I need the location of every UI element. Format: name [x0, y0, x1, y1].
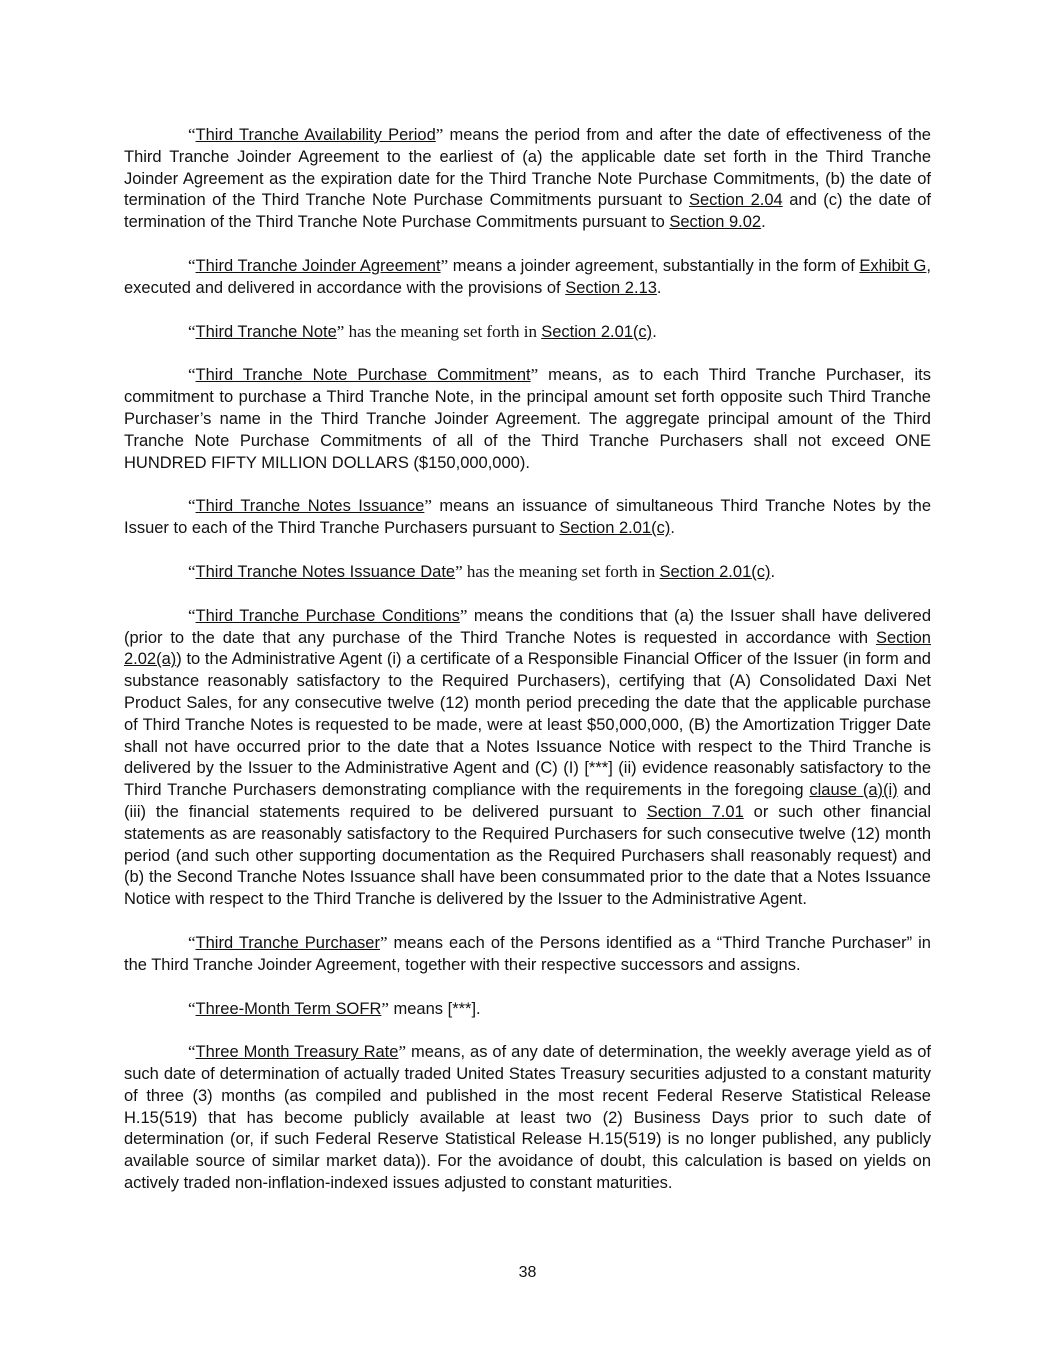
definition-third-tranche-purchaser: “Third Tranche Purchaser” means each of the Persons identified as a “Third Tranche Purchaser” in the Third Tranche Joinder Agreement, together with their respective successors and assigns. [124, 932, 931, 974]
section-reference-link[interactable]: Section 7.01 [646, 802, 744, 821]
definition-third-tranche-purchase-conditions: “Third Tranche Purchase Conditions” means the conditions that (a) the Issuer shall have delivered (prior to the date that any purchase of the Third Tranche Notes is requested in accordance with Section 2.02(a)) to the Administrative Agent (i) a certificate of a Responsible Financial Officer of the Issuer (in form and substance reasonably satisfactory to the Required Purchasers), certifying that (A) Consolidated Daxi Net Product Sales, for any consecutive twelve (12) month period preceding the date that the applicable purchase of Third Tranche Notes is requested to be made, were at least $50,000,000, (B) the Amortization Trigger Date shall not have occurred prior to the date that a Notes Issuance Notice with respect to the Third Tranche is delivered by the Issuer to the Administrative Agent and (C) (I) [***] (ii) evidence reasonably satisfactory to the Third Tranche Purchasers demonstrating compliance with the requirements in the foregoing clause (a)(i) and (iii) the financial statements required to be delivered pursuant to Section 7.01 or such other financial statements as are reasonably satisfactory to the Required Purchasers for such consecutive twelve (12) month period (and such other supporting documentation as the Required Purchasers shall reasonably request) and (b) the Second Tranche Notes Issuance shall have been consummated prior to the date that a Notes Issuance Notice with respect to the Third Tranche is delivered by the Issuer to the Administrative Agent. [124, 605, 931, 909]
defined-term: Third Tranche Availability Period [195, 126, 436, 144]
section-reference-link[interactable]: Section 2.04 [688, 191, 783, 210]
section-reference-link[interactable]: Section 2.01(c) [559, 519, 671, 538]
exhibit-reference-link[interactable]: Exhibit G [859, 256, 927, 275]
definition-third-tranche-availability-period: “Third Tranche Availability Period” means the period from and after the date of effectiveness of the Third Tranche Joinder Agreement to the earliest of (a) the applicable date set forth in the Third Tranche Joinder Agreement as the expiration date for the Third Tranche Note Purchase Commitments, (b) the date of termination of the Third Tranche Note Purchase Commitments pursuant to Section 2.04 and (c) the date of termination of the Third Tranche Note Purchase Commitments pursuant to Section 9.02. [124, 125, 931, 232]
clause-reference-link[interactable]: clause (a)(i) [809, 781, 898, 800]
defined-term: Third Tranche Purchaser [195, 933, 380, 952]
definitions-list [124, 124, 931, 1216]
section-reference-link[interactable]: Section 9.02 [669, 213, 762, 232]
definition-third-tranche-notes-issuance-date: “Third Tranche Notes Issuance Date” has the meaning set forth in Section 2.01(c). [188, 561, 776, 581]
definition-three-month-term-sofr: “Three-Month Term SOFR” means [***]. [188, 998, 481, 1018]
defined-term: Third Tranche Joinder Agreement [195, 256, 441, 275]
defined-term: Third Tranche Purchase Conditions [195, 606, 460, 625]
definition-third-tranche-joinder-agreement: “Third Tranche Joinder Agreement” means a joinder agreement, substantially in the form of Exhibit G, executed and delivered in accordance with the provisions of Section 2.13. [124, 255, 931, 297]
defined-term: Third Tranche Notes Issuance [195, 497, 425, 516]
definition-third-tranche-note: “Third Tranche Note” has the meaning set forth in Section 2.01(c). [188, 321, 657, 341]
page-number: 38 [518, 1264, 537, 1281]
section-reference-link[interactable]: Section 2.13 [565, 278, 657, 297]
defined-term: Third Tranche Note [195, 322, 337, 341]
defined-term: Third Tranche Notes Issuance Date [195, 562, 456, 581]
section-reference-link[interactable]: Section 2.02(a) [124, 628, 931, 669]
defined-term: Three Month Treasury Rate [195, 1043, 399, 1062]
definition-three-month-treasury-rate: “Three Month Treasury Rate” means, as of any date of determination, the weekly average yield as of such date of determination of actually traded United States Treasury securities adjusted to a constant maturity of three (3) months (as compiled and published in the most recent Federal Reserve Statistical Release H.15(519) that has become publicly available at least two (2) Business Days prior to such date of determination (or, if such Federal Reserve Statistical Release H.15(519) is no longer published, any publicly available source of similar market data)). For the avoidance of doubt, this calculation is based on yields on actively traded non-inflation-indexed issues adjusted to constant maturities. [124, 1042, 931, 1193]
defined-term: Three-Month Term SOFR [195, 999, 382, 1018]
section-reference-link[interactable]: Section 2.01(c) [541, 322, 653, 341]
defined-term: Third Tranche Note Purchase Commitment [195, 366, 531, 385]
definition-third-tranche-note-purchase-commitment: “Third Tranche Note Purchase Commitment” means, as to each Third Tranche Purchaser, its commitment to purchase a Third Tranche Note, in the principal amount set forth opposite such Third Tranche Purchaser’s name in the Third Tranche Joinder Agreement. The aggregate principal amount of the Third Tranche Note Purchase Commitments of all of the Third Tranche Purchasers shall not exceed ONE HUNDRED FIFTY MILLION DOLLARS ($150,000,000). [124, 365, 932, 472]
definition-third-tranche-notes-issuance: “Third Tranche Notes Issuance” means an issuance of simultaneous Third Tranche Notes by the Issuer to each of the Third Tranche Purchasers pursuant to Section 2.01(c). [124, 496, 932, 538]
section-reference-link[interactable]: Section 2.01(c) [659, 562, 771, 581]
